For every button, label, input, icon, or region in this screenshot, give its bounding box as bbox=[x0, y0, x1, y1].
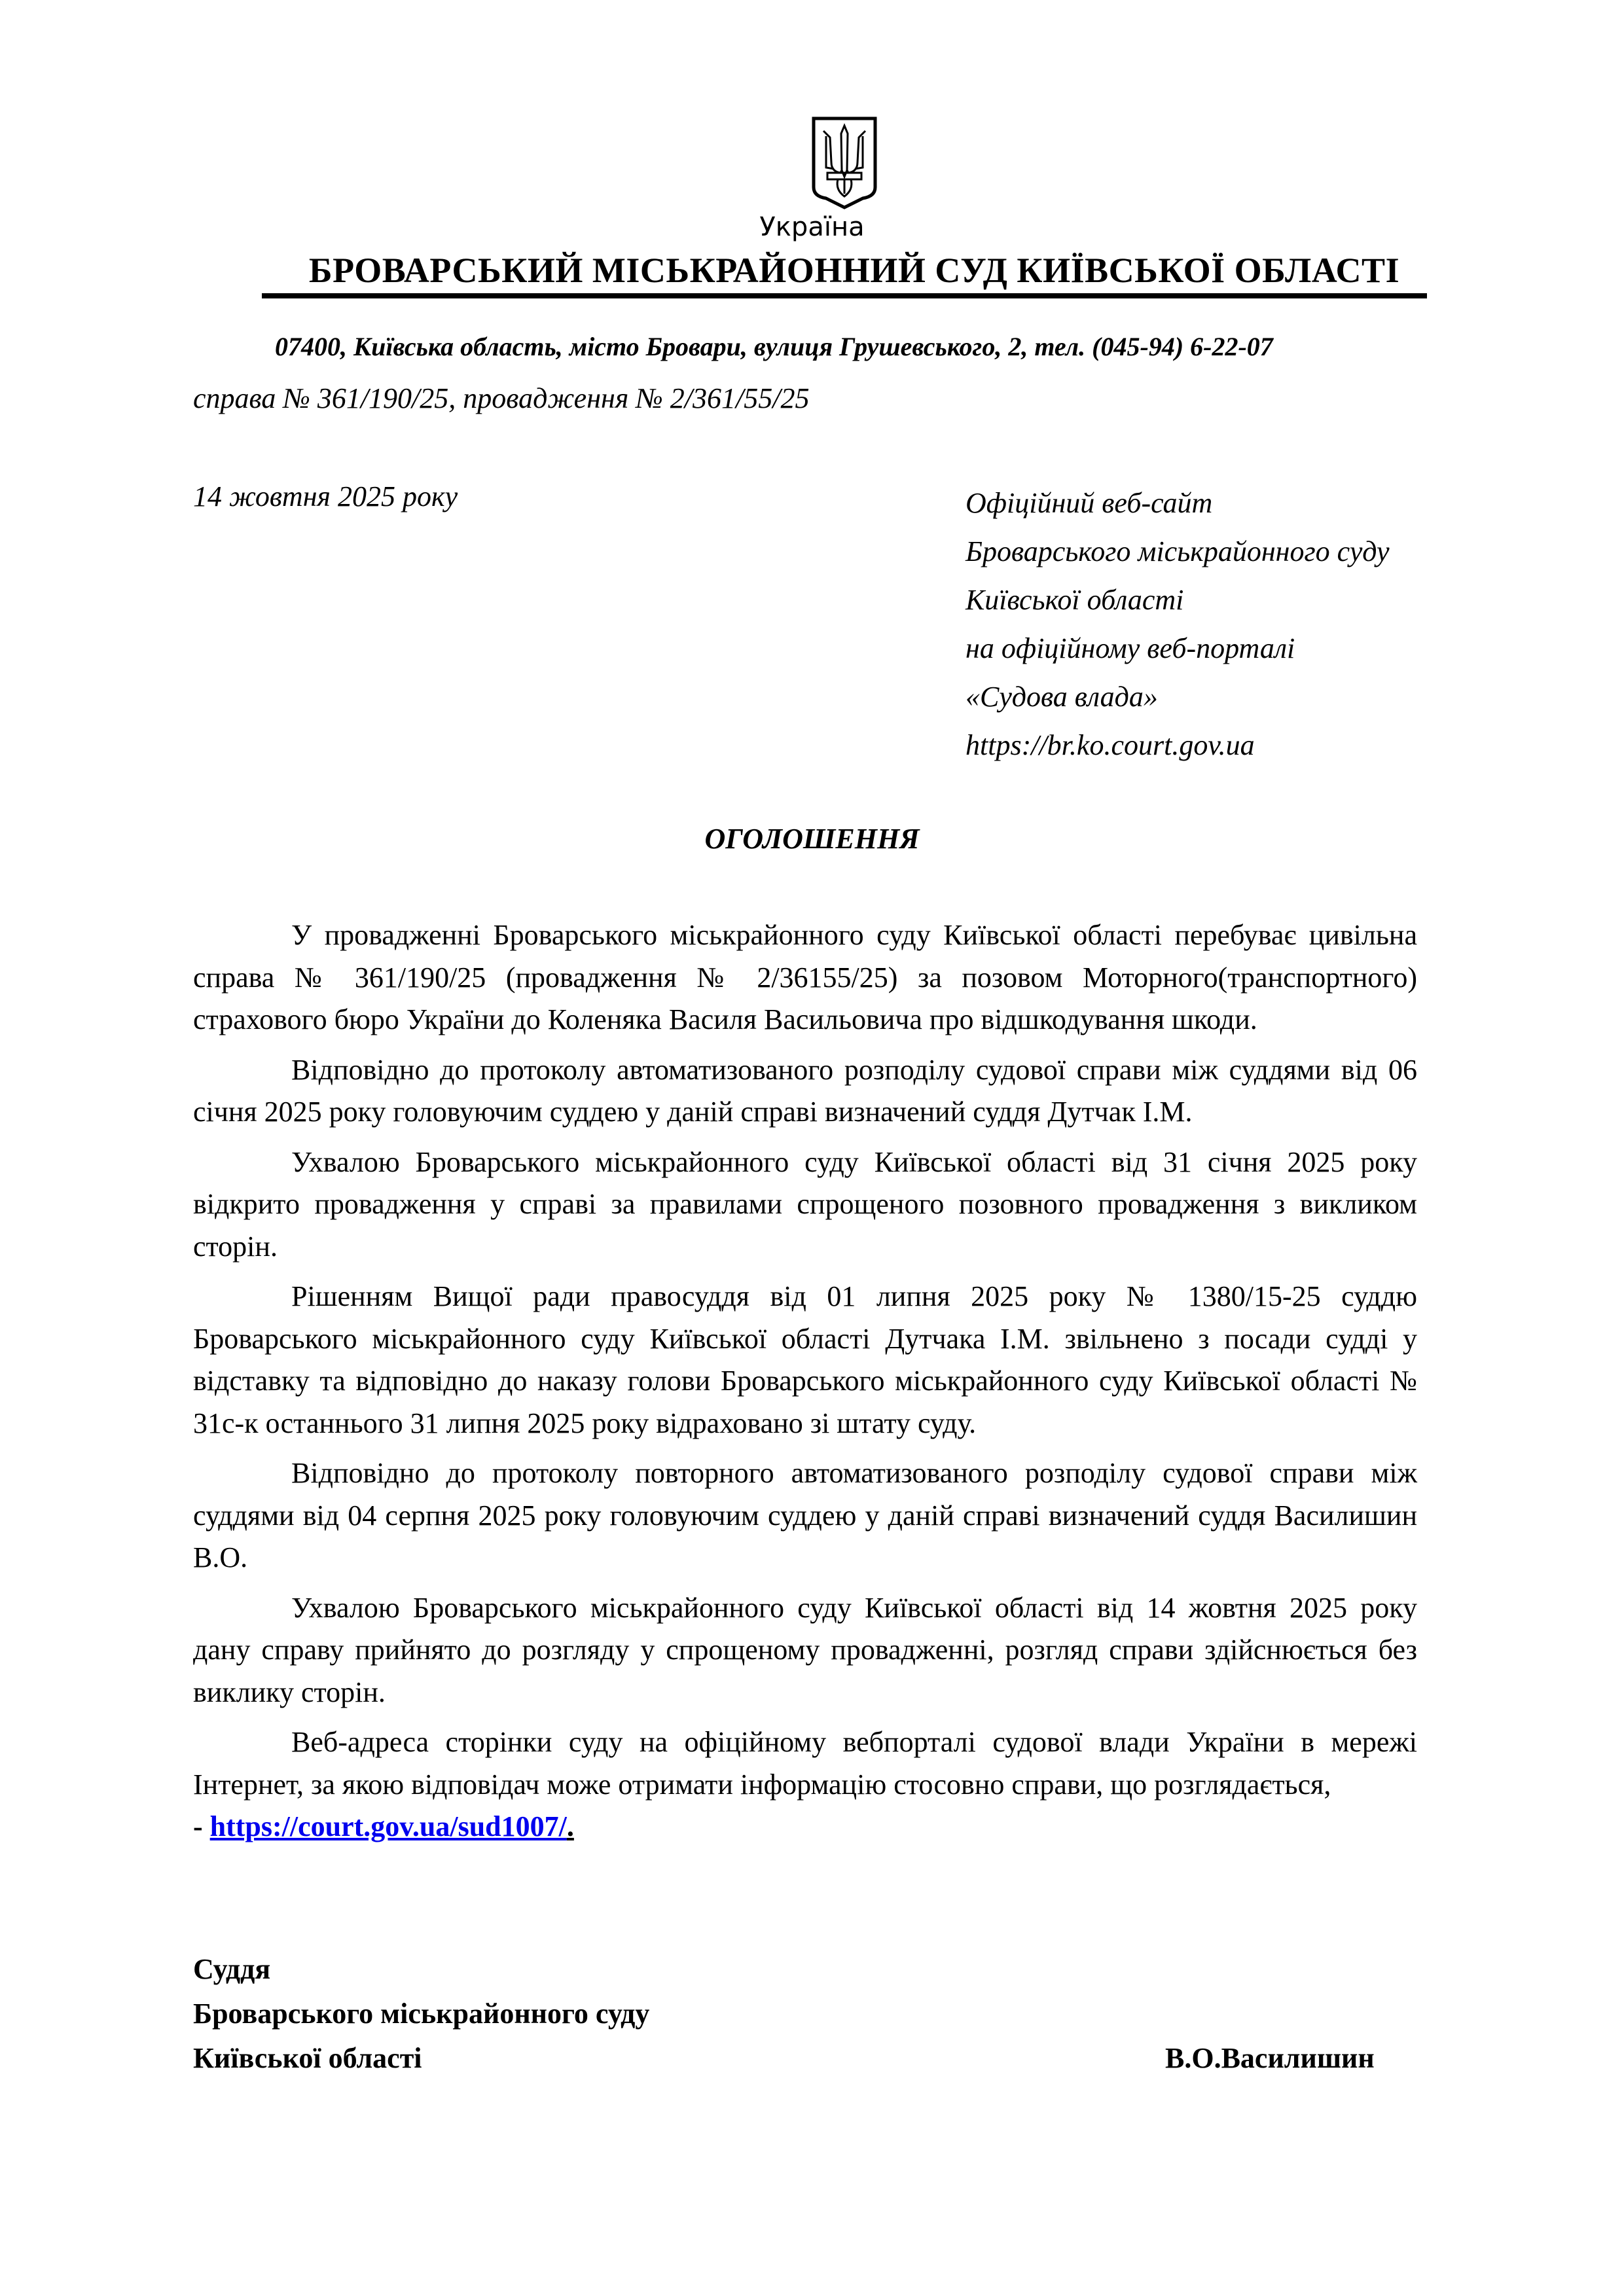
paragraph: Відповідно до протоколу повторного автоматизованого розподілу судової справи між суддями від 04 серпня 2025 року головуючим суддею у даній справі визначений суддя Василишин В.О. bbox=[193, 1457, 1417, 1573]
link-suffix: . bbox=[566, 1810, 574, 1842]
signature-court: Броварського міськрайонного суду bbox=[193, 1998, 650, 2030]
court-name-heading: БРОВАРСЬКИЙ МІСЬКРАЙОННИЙ СУД КИЇВСЬКОЇ ОБЛАСТІ bbox=[308, 251, 1400, 290]
signature-title: Суддя bbox=[193, 1953, 271, 1985]
signature-region: Київської області bbox=[193, 2042, 422, 2074]
case-reference: справа № 361/190/25, провадження № 2/361/55/25 bbox=[193, 382, 810, 414]
header-divider bbox=[262, 293, 1427, 298]
paragraph: Ухвалою Броварського міськрайонного суду Київської області від 31 січня 2025 року відкрито провадження у справі за правилами спрощеного позовного провадження з викликом сторін. bbox=[193, 1145, 1417, 1263]
paragraph: Веб-адреса сторінки суду на офіційному вебпорталі судової влади України в мережі Інтернет, за якою відповідач може отримати інформацію стосовно справи, що розглядається, bbox=[193, 1726, 1417, 1801]
recipient-block bbox=[965, 479, 1389, 770]
announcement-title: ОГОЛОШЕННЯ bbox=[704, 823, 920, 855]
paragraph: Рішенням Вищої ради правосуддя від 01 липня 2025 року № 1380/15-25 суддю Броварського міськрайонного суду Київської області Дутчака І.М. звільнено з посади судді у відставку та відповідно до наказу голови Броварського міськрайонного суду Київської області № 31с-к останнього 31 липня 2025 року відраховано зі штату суду. bbox=[193, 1280, 1417, 1439]
court-link-line bbox=[193, 1806, 1417, 1848]
document-date: 14 жовтня 2025 року bbox=[193, 480, 458, 512]
court-address: 07400, Київська область, місто Бровари, вулиця Грушевського, 2, тел. (045-94) 6-22-07 bbox=[275, 332, 1273, 361]
paragraph: Ухвалою Броварського міськрайонного суду Київської області від 14 жовтня 2025 року дану справу прийнято до розгляду у спрощеному провадженні, розгляд справи здійснюється без виклику сторін. bbox=[193, 1591, 1417, 1708]
recipient-line: на офіційному веб-порталі bbox=[965, 632, 1295, 664]
link-prefix: - bbox=[193, 1810, 210, 1842]
recipient-website: https://br.ko.court.gov.ua bbox=[965, 729, 1255, 761]
signature-block bbox=[193, 1947, 649, 2081]
announcement-body bbox=[193, 914, 1417, 1856]
paragraph: Відповідно до протоколу автоматизованого розподілу судової справи між суддями від 06 січня 2025 року головуючим суддею у даній справі визначений суддя Дутчак І.М. bbox=[193, 1053, 1417, 1128]
country-label: Україна bbox=[759, 212, 865, 242]
recipient-line: Офіційний веб-сайт bbox=[965, 487, 1213, 519]
court-page-link[interactable]: https://court.gov.ua/sud1007/ bbox=[209, 1810, 567, 1842]
recipient-line: «Судова влада» bbox=[965, 681, 1158, 713]
recipient-line: Київської області bbox=[965, 584, 1184, 616]
judge-name: В.О.Василишин bbox=[1165, 2042, 1375, 2074]
paragraph: У провадженні Броварського міськрайонного суду Київської області перебуває цивільна справа № 361/190/25 (провадження № 2/36155/25) за позовом Моторного(транспортного) страхового бюро України до Коленяка Василя Васильовича про відшкодування шкоди. bbox=[193, 919, 1417, 1035]
recipient-line: Броварського міськрайонного суду bbox=[965, 535, 1390, 567]
ukraine-coat-of-arms-icon bbox=[812, 117, 877, 209]
